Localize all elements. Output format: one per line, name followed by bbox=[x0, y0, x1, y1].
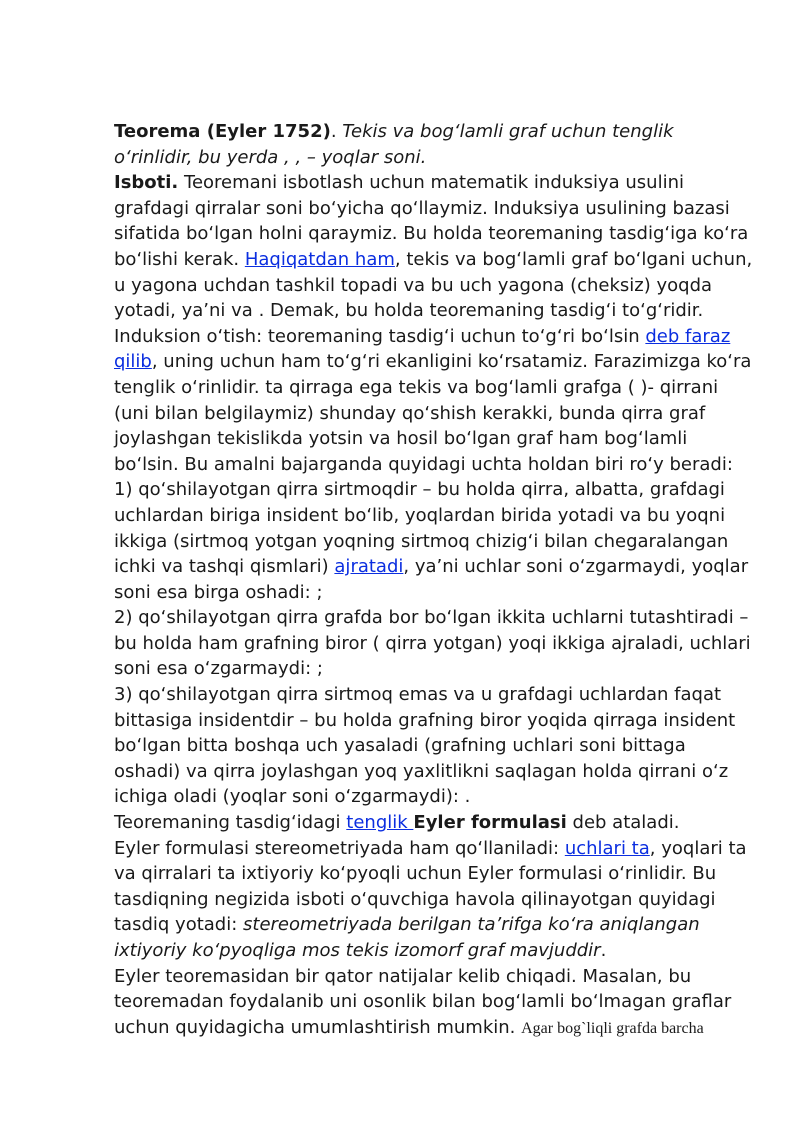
proof-paragraph bbox=[114, 170, 754, 324]
link-deb-faraz-qilib[interactable]: deb faraz qilib bbox=[114, 325, 731, 373]
corollary-paragraph bbox=[114, 964, 754, 1042]
formula-text-1: Teoremaning tasdig‘idagi bbox=[114, 812, 347, 834]
formula-name: Eyler formulasi bbox=[413, 812, 567, 834]
theorem-statement: Tekis va bog‘lamli graf uchun tenglik o‘rinlidir, bu yerda , , – yoqlar soni. bbox=[114, 121, 674, 168]
stereometry-italic: stereometriyada berilgan ta’rifga ko‘ra aniqlangan ixtiyoriy ko‘pyoqliga mos tekis izomorf graf mavjuddir bbox=[114, 914, 700, 961]
formula-paragraph bbox=[114, 810, 754, 836]
induction-text-2: , uning uchun ham to‘g‘ri ekanligini ko‘rsatamiz. Farazimizga ko‘ra tenglik o‘rinlidir. ta qirraga ega tekis va bog‘lamli grafga ( )- qirrani (uni bilan belgilaymiz) shunday qo‘shish kerakki, bunda qirra graf joylashgan tekislikda yotsin va hosil bo‘lgan graf ham bog‘lamli bo‘lsin. Bu amalni bajarganda quyidagi uchta holdan biri ro‘y beradi: bbox=[114, 351, 752, 475]
corollary-serif-text: Agar bog`liqli grafda barcha bbox=[521, 1019, 704, 1037]
induction-text-1: Induksion o‘tish: teoremaning tasdig‘i uchun to‘g‘ri bo‘lsin bbox=[114, 325, 646, 347]
theorem-title: Teorema (Eyler 1752) bbox=[114, 121, 331, 142]
stereometry-paragraph bbox=[114, 836, 754, 964]
theorem-paragraph bbox=[114, 119, 754, 170]
case-1-paragraph bbox=[114, 477, 754, 605]
link-tenglik[interactable]: tenglik bbox=[346, 812, 414, 834]
case-2-paragraph: 2) qo‘shilayotgan qirra grafda bor bo‘lgan ikkita uchlarni tutashtiradi – bu holda ham grafning biror ( qirra yotgan) yoqi ikkiga ajraladi, uchlari soni esa o‘zgarmaydi: ; bbox=[114, 607, 751, 680]
formula-text-2: deb ataladi. bbox=[566, 812, 680, 834]
theorem-separator: . bbox=[330, 121, 343, 142]
proof-text-1: Teoremani isbotlash uchun matematik induksiya usulini grafdagi qirralar soni bo‘yicha qo‘llaymiz. Induksiya usulining bazasi sifatida bo‘lgan holni qaraymiz. Bu holda teoremaning tasdig‘iga ko‘ra bo‘lishi kerak. bbox=[114, 172, 749, 270]
document-body bbox=[114, 119, 754, 1041]
case-3-paragraph: 3) qo‘shilayotgan qirra sirtmoq emas va u grafdagi uchlardan faqat bittasiga insidentdir – bu holda grafning biror yoqida qirraga insident bo‘lgan bitta boshqa uch yasaladi (grafning uchlari soni bittaga oshadi) va qirra joylashgan yoq yaxlitlikni saqlagan holda qirrani o‘z ichiga oladi (yoqlar soni o‘zgarmaydi): . bbox=[114, 684, 736, 808]
link-uchlari-ta[interactable]: uchlari ta bbox=[564, 837, 650, 859]
stereometry-text-2: , yoqlari ta va qirralari ta ixtiyoriy ko‘pyoqli uchun Eyler formulasi o‘rinlidir. Bu tasdiqning negizida isboti o‘quvchiga havola qilinayotgan quyidagi tasdiq yotadi: bbox=[114, 837, 747, 936]
induction-paragraph bbox=[114, 324, 754, 478]
proof-heading: Isboti. bbox=[114, 172, 179, 194]
corollary-text-1: Eyler teoremasidan bir qator natijalar kelib chiqadi. Masalan, bu teoremadan foydalanib uni osonlik bilan bog‘lamli bo‘lmagan graflar uchun quyidagicha umumlashtirish mumkin. bbox=[114, 965, 732, 1038]
link-haqiqatdan-ham[interactable]: Haqiqatdan ham bbox=[244, 248, 395, 270]
link-ajratadi[interactable]: ajratadi bbox=[334, 556, 404, 578]
proof-text-2: , tekis va bog‘lamli graf bo‘lgani uchun, u yagona uchdan tashkil topadi va bu uch yagona (cheksiz) yoqda yotadi, ya’ni va . Demak, bu holda teoremaning tasdig‘i to‘g‘ridir. bbox=[114, 248, 753, 322]
stereometry-text-1: Eyler formulasi stereometriyada ham qo‘llaniladi: bbox=[114, 837, 565, 859]
stereometry-end: . bbox=[600, 940, 607, 961]
case-1-text-1: 1) qo‘shilayotgan qirra sirtmoqdir – bu holda qirra, albatta, grafdagi uchlardan biriga insident bo‘lib, yoqlardan birida yotadi va bu yoqni ikkiga (sirtmoq yotgan yoqning sirtmoq chizig‘i bilan chegaralangan ichki va tashqi qismlari) bbox=[114, 479, 729, 578]
case-1-text-2: , ya’ni uchlar soni o‘zgarmaydi, yoqlar soni esa birga oshadi: ; bbox=[114, 556, 749, 603]
